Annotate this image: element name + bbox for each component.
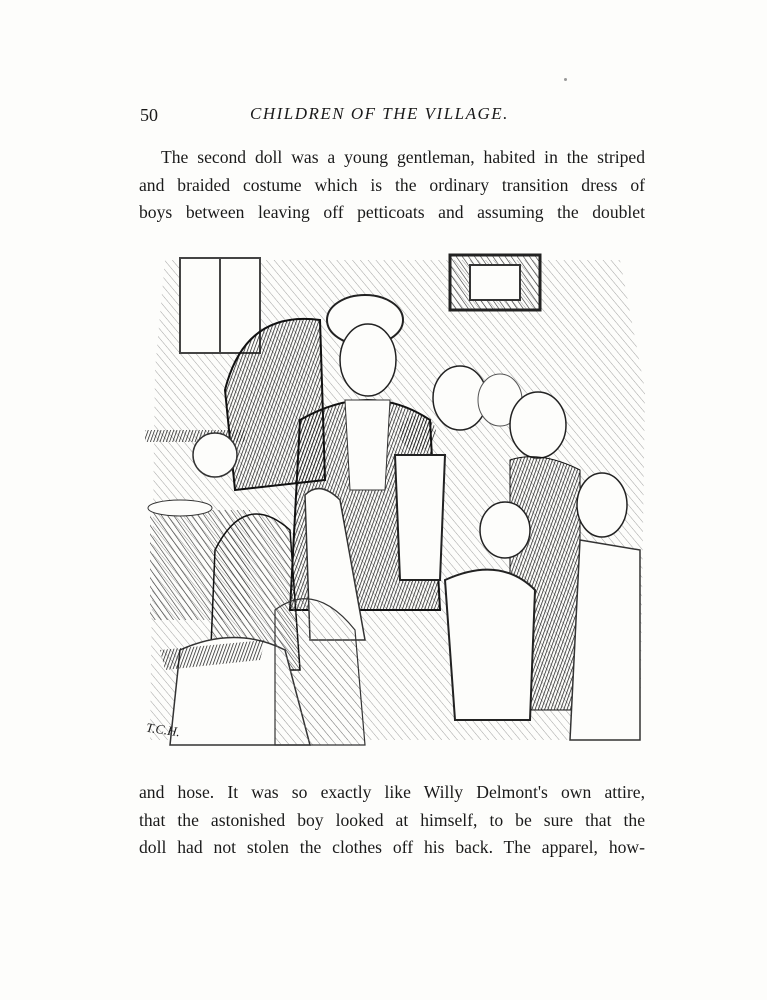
text-line: and hose. It was so exactly like Willy Delmont's own attire, — [139, 782, 645, 802]
engraving-illustration — [140, 250, 650, 750]
boy-head — [480, 502, 530, 558]
page-speck — [564, 78, 567, 81]
boy-doll-head — [400, 415, 436, 451]
page-number: 50 — [140, 105, 158, 125]
text-line: doll had not stolen the clothes off his back. The apparel, how- — [139, 837, 645, 857]
girl-coat — [570, 540, 640, 740]
artist-signature: T.C.H. — [145, 719, 182, 740]
woman-head — [340, 324, 396, 396]
text-line: that the astonished boy looked at himself, to be sure that the — [139, 809, 645, 830]
engraving-drawing — [140, 250, 650, 750]
text-line: The second doll was a young gentleman, habited in the striped — [161, 147, 645, 167]
text-line: boys between leaving off petticoats and assuming the doublet — [139, 202, 645, 222]
child-head — [577, 473, 627, 537]
child-head — [510, 392, 566, 458]
paragraph-bottom — [139, 779, 645, 862]
doll-head — [193, 433, 237, 477]
boy-doll-body — [395, 455, 445, 580]
running-head: CHILDREN OF THE VILLAGE. — [250, 104, 509, 123]
boy-sailor-suit — [445, 570, 535, 720]
paragraph-top — [139, 144, 645, 227]
text-line: and braided costume which is the ordinary transition dress of — [139, 174, 645, 195]
